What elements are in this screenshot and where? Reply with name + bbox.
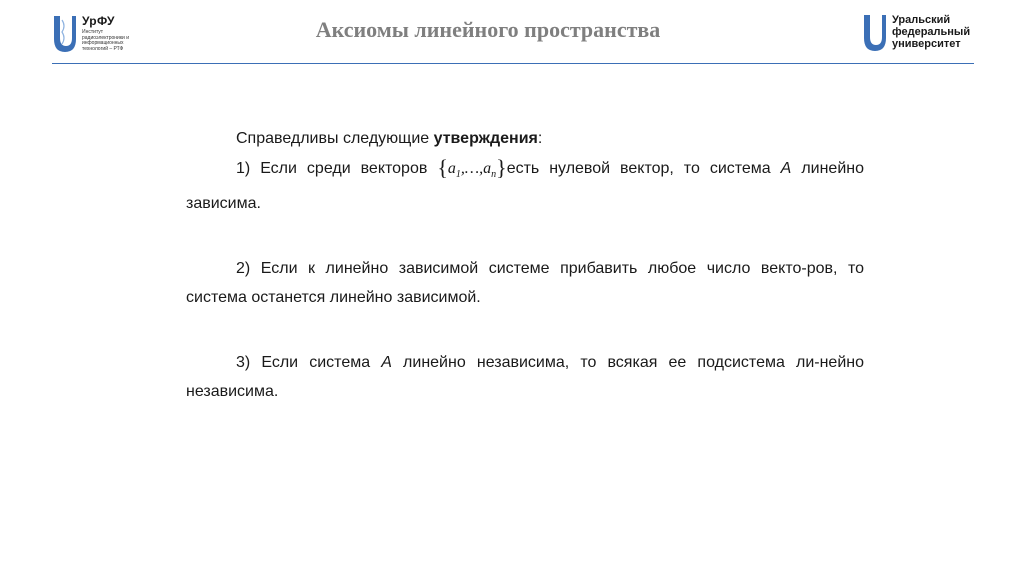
intro-paragraph [186,124,864,153]
statement-1-end: линейно зависима. [186,160,864,213]
right-logo-line3: университет [892,38,961,50]
statement-2: 2) Если к линейно зависимой системе прибавить любое число векто-ров, то система останется линейно зависимой. [186,260,864,307]
intro-bold-text: утверждения [433,130,538,147]
formula-dots: ,…, [460,160,484,177]
formula-an: a [483,160,492,177]
formula-sub-1: 1 [455,169,461,181]
statement-1-start: 1) Если среди векторов [236,160,438,177]
statement-3-var: A [381,354,392,372]
statement-1-var: A [780,160,792,177]
statement-3-end: линейно независима, то всякая ее подсистема ли-нейно независима. [186,354,864,401]
slide-title: Аксиомы линейного пространства [315,17,661,42]
right-logo-line2: федеральный [892,26,971,38]
intro-colon: : [537,130,543,147]
slide-header [0,0,1024,66]
right-logo-line1: Уральский [892,14,951,26]
formula-sub-n: n [491,169,497,181]
intro-text: Справедливы следующие [236,130,434,147]
left-logo-subtitle: Институт радиоэлектроники и информационных технологий – РТФ [82,29,130,52]
statement-1-mid: есть нулевой вектор, то система [506,160,781,177]
statement-3-start: 3) Если система [236,354,382,372]
right-logo-text [892,14,970,50]
formula-a1: a [447,160,456,177]
statement-3 [186,348,864,406]
urfu-u-icon-right [862,13,888,53]
slide-body [186,124,864,406]
vector-set-formula: $\{a_1,\dots,a_n\}$ [437,155,507,181]
urfu-university-logo [862,13,982,55]
statement-1 [186,153,864,218]
left-logo-name: УрФУ [82,14,115,28]
header-divider [52,63,974,64]
